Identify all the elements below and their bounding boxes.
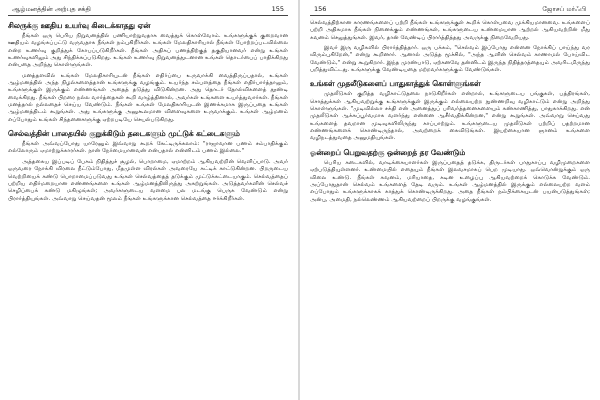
body-paragraph: நீங்கள் ஒரு பெரிய நிறுவனத்தில் பணியாற்றுவதாக வைத்துக் கொள்வோம். உங்களுக்குக் குறைவான ஊதியம் வழங்கப்பட்டு வருவதாக நீங்கள் நம்புகிறீர்கள். உங்கள் மேலதிகாரியால் நீங்கள் போற்றப்படவில்லை என்ற உணர்வு குறித்துக் கோபப்படுகிறீர்கள். நீங்கள் அதிகப் பணத்திற்குத் தகுதியானவர் என்று உங்கள் உணர்வுகளிலும் அது சிந்திக்கப்படுகிறது. உங்கள் உணர்வு நிறுவனத்துடனான உங்கள் தொடர்பைப் பாதிக்கிறது என்பதை அறிந்து கொள்ளுங்கள். [8,33,288,69]
section-heading: சிலருக்கு ஊதிய உயர்வு கிடைக்காதது ஏன் [8,21,151,30]
left-page [2,0,294,400]
header-title: ஆழ்மனத்தின் அற்புத சக்தி [12,5,91,13]
body-paragraph: செல்வத்திற்கான காரணங்களைப் பற்றி நீங்கள் உங்களுக்குள் கூறிக் கொள்பவை முக்கியமானவை. உங்களைப் பற்றி அதிகமாக நீங்கள் நினைக்கும் எண்ணங்கள், உங்களுடைய உண்மையான ஆற்றல் ஆகியவற்றின் மீது கவனம் செலுத்துங்கள். இவர், தான் வேண்டிப் பிரார்த்தித்தது அவருக்கு நிறைவேறியது. [310,20,590,41]
body-paragraph: மனத்தளவில் உங்கள் மேலதிகாரியுடன் நீங்கள் எதிர்ப்பை உருவாக்கி வைத்திருப்பதால், உங்கள் ஆழ்மனத்தில் அந்த நிழல்களைத்தான் உங்களுக்கு வழங்கும். உயர்ந்த சம்பளத்தை நீங்கள் எதிர்பார்த்தாலும், உங்களுக்குள் இருக்கும் எண்ணங்கள் அதைத் தடுத்து விடுகின்றன. அது தொடர் தோல்விகளைத் தூண்டி வைக்கிறது. நீங்கள் பிறரை நல்ல வார்த்தைகள் கூறி வாழ்த்தினால், அவர்கள் உங்களை உயர்த்துவார்கள். நீங்கள் மனத்தால் நல்லதைச் செய்ய வேண்டும். நீங்கள் உங்கள் மேலதிகாரியுடன் இணக்கமாக இருப்பதை உங்கள் ஆழ்மனத்திடம் கூறுங்கள். அது உங்களுக்கு அனுகூலமான விளைவுகளை உருவாக்கும். உங்கள் ஆழ்மனம் எப்போதும் உங்கள் சிந்தனைகளுக்கு ஏற்றபடியே செயல்படுகிறது. [8,72,288,123]
page-number: 156 [314,5,327,13]
right-page [304,0,596,400]
gutter-divider [298,0,300,400]
header-title: ஜோசப் மர்ஃபி [542,5,586,13]
section-heading: உங்கள் முதலீடுகளைப் பாதுகாத்துக் கொள்ளுங்கள் [310,79,481,89]
body-paragraph: பெரிய கடைகளில், வாடிக்கையாளர்கள் இருப்பதைத் தடுக்க, திருடர்கள் பாதுகாப்பு வழிமுறைகளை ஏற்படுத்தியுள்ளனர். உண்மையில் எதையும் நீங்கள் இலவசமாகப் பெற முடியாது. ஒவ்வொன்றுக்கும் ஒரு விலை உண்டு. நீங்கள் கவனம், மரியாதை, கடின உழைப்பு ஆகியவற்றைக் கொடுக்க வேண்டும். அப்போதுதான் செல்வம் உங்களைத் தேடி வரும். உங்கள் ஆழ்மனத்தில் இருக்கும் எல்லையற்ற வளம் எப்போதும் உங்களுக்காகக் காத்துக் கொண்டிருக்கிறது. அதை நீங்கள் நம்பிக்கையுடன் பயன்படுத்துங்கள்; அன்பு, அமைதி, நல்லெண்ணம் ஆகியவற்றைப் பிறருக்கு வழங்குங்கள். [310,159,590,203]
running-head [8,5,288,16]
body-text [8,21,288,203]
page-number: 155 [271,5,284,13]
section-heading: செல்வத்தின் பாதையில் குறுக்கிடும் தடைகளும் முட்டுக் கட்டைகளும் [8,129,240,139]
body-paragraph: நீங்கள் அவ்வப்போது யாரேனும் இவ்வாறு கூறக் கேட்டிருக்கலாம்: "ராஜாவான பணம் சம்பாதிக்கும் எல்லோரும் ஏமாற்றுக்காரர்கள். நான் நேர்மையானவன் என்பதால் என்னிடம் பணம் இல்லை." [8,141,288,155]
body-text [310,20,590,204]
body-paragraph: அத்தகைய இப்படிப் பேசும் நிதித்துச் சூழல், பொறாமை, ஏமாற்றம் ஆகியவற்றின் வெளிப்பாடு. அவர் ஒருவரை நோக்கி விரலை நீட்டும்போது, மீதமுள்ள விரல்கள் அவரையே சுட்டிக் காட்டுகின்றன. பிறருடைய வெற்றியைக் கண்டு பொறாமைப்படுவது உங்கள் செல்வத்தைத் தடுக்கும் முட்டுக்கட்டையாகும். செல்வத்தைப் பற்றிய எதிர்மறையான எண்ணங்களை உங்கள் ஆழ்மனத்திலிருந்து அகற்றுங்கள். அடுத்தவர்களின் செல்வச் செழிப்பைக் கண்டு மகிழுங்கள்; அவர்களுடைய வளமை பல மடங்கு பெருக வேண்டும் என்று பிரார்த்தியுங்கள். அவ்வாறு செய்வதன் மூலம் நீங்கள் உங்களுக்கான செல்வத்தை ஈர்க்கிறீர்கள். [8,158,288,202]
body-paragraph: இவர் இரு வழிகளில் பிரார்த்தித்தார். ஒரு பக்கம், "செல்வம் இப்போது என்னை நோக்கிப் பாய்ந்து வர விரும்புகிறேன்," என்று கூறினார். ஆனால் அடுத்த மூச்சில், "அந்த ஆளின் செல்வம் காணாமல் போய்விட வேண்டும்," என்று கூறுகிறார். இந்த முரண்பாடு, ஏற்கனவே தன்னிடம் இருந்த நிதித்தரத்தையும் அவரிடமிருந்து பறித்துவிட்டது. உங்களுக்கு வேண்டியதை மற்றவர்களுக்கும் வேண்டுங்கள். [310,45,590,74]
running-head [310,5,590,16]
body-paragraph: முதலீடுகள் குறித்த வழிகாட்டுதலை நாடுகிறீர்கள் என்றால், உங்களுடைய பங்குகள், பத்திரங்கள், சொத்துக்கள் ஆகியவற்றுக்கு உங்களுக்குள் இருக்கும் எல்லையற்ற நுண்ணறிவு வழிகாட்டும் என்று அறிந்து கொள்ளுங்கள். "முடிவில்லா சக்தி என் அனைத்துப் பரிவர்த்தனைகளையும் கண்காணித்து, பாதுகாக்கிறது. என் முதலீடுகள் ஆக்கப்பூர்வமாக வளர்ந்து என்னை ஆசீர்வதிக்கின்றன," என்று கூறுங்கள். அவ்வாறு செய்வது உங்களைத் தவறான முடிவுகளிலிருந்து காப்பாற்றும். உங்களுடைய முதலீடுகள் பற்றிப் பதற்றமான எண்ணங்களைக் கொண்டிருந்தால், அவற்றைக் கைவிடுங்கள். இயற்கையான ஞானம் உங்களை வழிநடத்துவதை அனுமதியுங்கள். [310,91,590,142]
section-heading: ஓன்றைப் பெறுவதற்கு ஒன்றைத் தர வேண்டும் [310,147,466,157]
